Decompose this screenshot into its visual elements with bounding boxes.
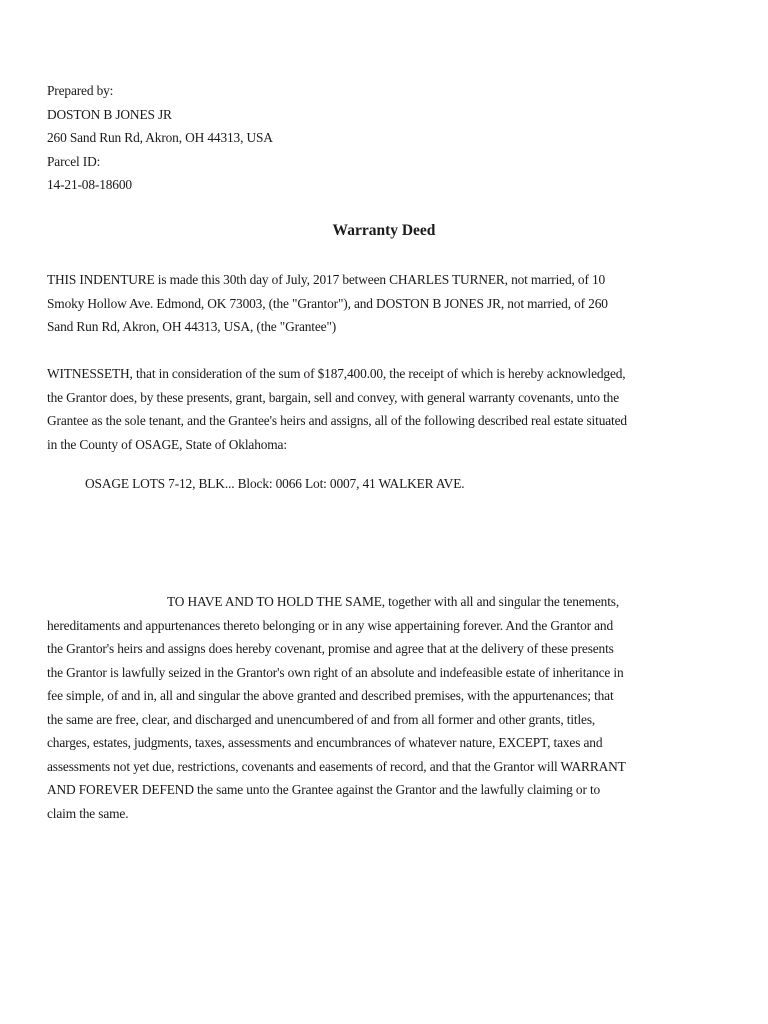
paragraph-line: Grantee as the sole tenant, and the Grantee's heirs and assigns, all of the following described real estate situated: [47, 413, 627, 428]
paragraph-line: Smoky Hollow Ave. Edmond, OK 73003, (the "Grantor"), and DOSTON B JONES JR, not married, of 260: [47, 295, 608, 311]
habendum-paragraph: [47, 590, 723, 825]
paragraph-line: the Grantor does, by these presents, grant, bargain, sell and convey, with general warranty covenants, unto the: [47, 389, 619, 405]
indenture-paragraph: [47, 268, 723, 339]
paragraph-line: charges, estates, judgments, taxes, assessments and encumbrances of whatever nature, EXCEPT, taxes and: [47, 735, 603, 750]
paragraph-line: fee simple, of and in, all and singular the above granted and described premises, with the appurtenances; that: [47, 688, 614, 703]
legal-description: OSAGE LOTS 7-12, BLK... Block: 0066 Lot: 0007, 41 WALKER AVE.: [85, 476, 465, 491]
paragraph-line: the Grantor's heirs and assigns does hereby covenant, promise and agree that at the delivery of these presents: [47, 641, 614, 656]
parcel-id-value: 14-21-08-18600: [47, 177, 132, 192]
paragraph-line: THIS INDENTURE is made this 30th day of July, 2017 between CHARLES TURNER, not married, of 10: [47, 272, 606, 287]
paragraph-line: AND FOREVER DEFEND the same unto the Grantee against the Grantor and the lawfully claiming or to: [47, 782, 601, 797]
paragraph-line: hereditaments and appurtenances thereto belonging or in any wise appertaining forever. And the Grantor and: [47, 617, 614, 633]
witnesseth-paragraph: [47, 362, 723, 456]
paragraph-line: the same are free, clear, and discharged and unencumbered of and from all former and other grants, titles,: [47, 711, 596, 727]
preparer-address: 260 Sand Run Rd, Akron, OH 44313, USA: [47, 130, 273, 145]
prepared-by-label: Prepared by:: [47, 83, 114, 98]
preparer-name: DOSTON B JONES JR: [47, 106, 172, 122]
paragraph-line: Sand Run Rd, Akron, OH 44313, USA, (the "Grantee"): [47, 319, 337, 334]
paragraph-line: in the County of OSAGE, State of Oklahoma:: [47, 436, 287, 452]
parcel-id-label: Parcel ID:: [47, 153, 101, 169]
paragraph-line: WITNESSETH, that in consideration of the sum of $187,400.00, the receipt of which is hereby acknowledged,: [47, 366, 626, 381]
paragraph-line: TO HAVE AND TO HOLD THE SAME, together with all and singular the tenements,: [167, 594, 620, 609]
document-title: Warranty Deed: [332, 222, 436, 239]
paragraph-line: claim the same.: [47, 805, 129, 821]
paragraph-line: the Grantor is lawfully seized in the Grantor's own right of an absolute and indefeasible estate of inheritance in: [47, 664, 624, 680]
paragraph-line: assessments not yet due, restrictions, covenants and easements of record, and that the Grantor will WARRANT: [47, 758, 626, 774]
preparer-block: [47, 79, 273, 197]
